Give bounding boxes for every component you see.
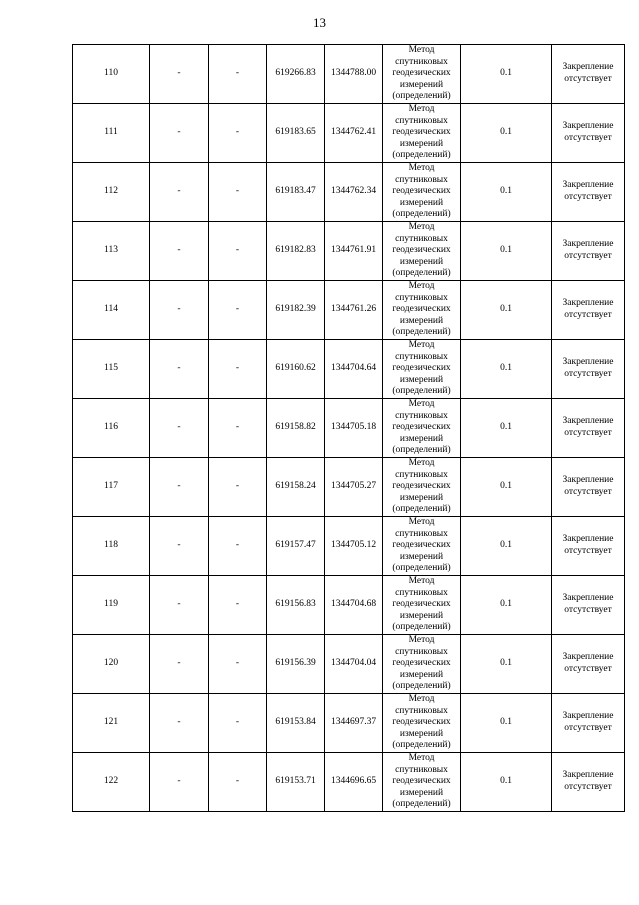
method-cell (383, 458, 461, 517)
table-row (73, 576, 625, 635)
x-coordinate-cell: 619182.39 (267, 281, 325, 340)
x-coordinate-cell: 619156.83 (267, 576, 325, 635)
fixing-text: Закрепление отсутствует (562, 416, 614, 438)
old-x-cell: - (150, 517, 209, 576)
old-x-cell: - (150, 458, 209, 517)
y-coordinate-cell: 1344761.91 (325, 222, 383, 281)
fixing-text: Закрепление отсутствует (562, 62, 614, 84)
fixing-cell (552, 517, 625, 576)
table-row (73, 458, 625, 517)
old-y-cell: - (209, 694, 267, 753)
method-text: Метод спутниковых геодезических измерений (определений) (392, 753, 451, 810)
fixing-cell (552, 694, 625, 753)
fixing-text: Закрепление отсутствует (562, 770, 614, 792)
old-y-cell: - (209, 399, 267, 458)
y-coordinate-cell: 1344762.34 (325, 163, 383, 222)
x-coordinate-cell: 619183.47 (267, 163, 325, 222)
accuracy-cell: 0.1 (461, 635, 552, 694)
fixing-cell (552, 104, 625, 163)
method-cell (383, 635, 461, 694)
old-x-cell: - (150, 104, 209, 163)
y-coordinate-cell: 1344705.18 (325, 399, 383, 458)
method-text: Метод спутниковых геодезических измерений (определений) (392, 104, 451, 161)
table-row (73, 753, 625, 812)
old-x-cell: - (150, 281, 209, 340)
point-number-cell: 112 (73, 163, 150, 222)
x-coordinate-cell: 619182.83 (267, 222, 325, 281)
table-row (73, 399, 625, 458)
x-coordinate-cell: 619266.83 (267, 45, 325, 104)
table-row (73, 222, 625, 281)
method-cell (383, 45, 461, 104)
method-cell (383, 694, 461, 753)
accuracy-cell: 0.1 (461, 104, 552, 163)
accuracy-cell: 0.1 (461, 694, 552, 753)
old-x-cell: - (150, 753, 209, 812)
page-number: 13 (313, 15, 326, 30)
old-x-cell: - (150, 399, 209, 458)
table-row (73, 635, 625, 694)
fixing-cell (552, 222, 625, 281)
method-text: Метод спутниковых геодезических измерений (определений) (392, 576, 451, 633)
old-y-cell: - (209, 340, 267, 399)
old-x-cell: - (150, 635, 209, 694)
old-y-cell: - (209, 753, 267, 812)
method-cell (383, 222, 461, 281)
fixing-text: Закрепление отсутствует (562, 534, 614, 556)
x-coordinate-cell: 619157.47 (267, 517, 325, 576)
method-text: Метод спутниковых геодезических измерений (определений) (392, 281, 451, 338)
point-number-cell: 117 (73, 458, 150, 517)
y-coordinate-cell: 1344762.41 (325, 104, 383, 163)
y-coordinate-cell: 1344696.65 (325, 753, 383, 812)
point-number-cell: 114 (73, 281, 150, 340)
fixing-cell (552, 163, 625, 222)
fixing-text: Закрепление отсутствует (562, 652, 614, 674)
x-coordinate-cell: 619156.39 (267, 635, 325, 694)
method-text: Метод спутниковых геодезических измерений (определений) (392, 458, 451, 515)
accuracy-cell: 0.1 (461, 163, 552, 222)
y-coordinate-cell: 1344704.68 (325, 576, 383, 635)
method-cell (383, 753, 461, 812)
accuracy-cell: 0.1 (461, 517, 552, 576)
point-number-cell: 118 (73, 517, 150, 576)
old-y-cell: - (209, 517, 267, 576)
fixing-cell (552, 635, 625, 694)
fixing-text: Закрепление отсутствует (562, 180, 614, 202)
method-cell (383, 399, 461, 458)
y-coordinate-cell: 1344705.12 (325, 517, 383, 576)
fixing-cell (552, 458, 625, 517)
old-y-cell: - (209, 163, 267, 222)
fixing-text: Закрепление отсутствует (562, 239, 614, 261)
method-text: Метод спутниковых геодезических измерений (определений) (392, 399, 451, 456)
accuracy-cell: 0.1 (461, 45, 552, 104)
old-y-cell: - (209, 281, 267, 340)
method-text: Метод спутниковых геодезических измерений (определений) (392, 45, 451, 102)
table-row (73, 104, 625, 163)
fixing-text: Закрепление отсутствует (562, 711, 614, 733)
old-x-cell: - (150, 576, 209, 635)
old-y-cell: - (209, 222, 267, 281)
table-body (73, 45, 625, 812)
method-cell (383, 576, 461, 635)
old-x-cell: - (150, 222, 209, 281)
old-y-cell: - (209, 576, 267, 635)
old-y-cell: - (209, 458, 267, 517)
point-number-cell: 110 (73, 45, 150, 104)
old-y-cell: - (209, 635, 267, 694)
old-x-cell: - (150, 694, 209, 753)
table-row (73, 340, 625, 399)
fixing-cell (552, 576, 625, 635)
point-number-cell: 111 (73, 104, 150, 163)
accuracy-cell: 0.1 (461, 576, 552, 635)
old-x-cell: - (150, 163, 209, 222)
fixing-cell (552, 753, 625, 812)
y-coordinate-cell: 1344705.27 (325, 458, 383, 517)
method-cell (383, 281, 461, 340)
point-number-cell: 115 (73, 340, 150, 399)
y-coordinate-cell: 1344788.00 (325, 45, 383, 104)
accuracy-cell: 0.1 (461, 340, 552, 399)
fixing-cell (552, 281, 625, 340)
method-text: Метод спутниковых геодезических измерений (определений) (392, 635, 451, 692)
fixing-text: Закрепление отсутствует (562, 121, 614, 143)
accuracy-cell: 0.1 (461, 399, 552, 458)
method-text: Метод спутниковых геодезических измерений (определений) (392, 340, 451, 397)
x-coordinate-cell: 619160.62 (267, 340, 325, 399)
old-x-cell: - (150, 45, 209, 104)
old-x-cell: - (150, 340, 209, 399)
table-row (73, 281, 625, 340)
x-coordinate-cell: 619158.24 (267, 458, 325, 517)
point-number-cell: 119 (73, 576, 150, 635)
method-cell (383, 104, 461, 163)
x-coordinate-cell: 619158.82 (267, 399, 325, 458)
y-coordinate-cell: 1344704.04 (325, 635, 383, 694)
fixing-text: Закрепление отсутствует (562, 475, 614, 497)
table-row (73, 517, 625, 576)
method-text: Метод спутниковых геодезических измерений (определений) (392, 163, 451, 220)
fixing-cell (552, 399, 625, 458)
y-coordinate-cell: 1344697.37 (325, 694, 383, 753)
method-cell (383, 517, 461, 576)
fixing-text: Закрепление отсутствует (562, 357, 614, 379)
fixing-cell (552, 45, 625, 104)
table-row (73, 45, 625, 104)
x-coordinate-cell: 619153.71 (267, 753, 325, 812)
y-coordinate-cell: 1344704.64 (325, 340, 383, 399)
point-number-cell: 120 (73, 635, 150, 694)
point-number-cell: 116 (73, 399, 150, 458)
point-number-cell: 121 (73, 694, 150, 753)
point-number-cell: 113 (73, 222, 150, 281)
table-row (73, 163, 625, 222)
coordinates-table (72, 44, 625, 812)
table-row (73, 694, 625, 753)
old-y-cell: - (209, 45, 267, 104)
method-text: Метод спутниковых геодезических измерений (определений) (392, 222, 451, 279)
method-text: Метод спутниковых геодезических измерений (определений) (392, 694, 451, 751)
accuracy-cell: 0.1 (461, 281, 552, 340)
y-coordinate-cell: 1344761.26 (325, 281, 383, 340)
method-cell (383, 340, 461, 399)
method-text: Метод спутниковых геодезических измерений (определений) (392, 517, 451, 574)
accuracy-cell: 0.1 (461, 222, 552, 281)
point-number-cell: 122 (73, 753, 150, 812)
fixing-text: Закрепление отсутствует (562, 593, 614, 615)
fixing-cell (552, 340, 625, 399)
x-coordinate-cell: 619153.84 (267, 694, 325, 753)
x-coordinate-cell: 619183.65 (267, 104, 325, 163)
accuracy-cell: 0.1 (461, 458, 552, 517)
accuracy-cell: 0.1 (461, 753, 552, 812)
method-cell (383, 163, 461, 222)
old-y-cell: - (209, 104, 267, 163)
fixing-text: Закрепление отсутствует (562, 298, 614, 320)
